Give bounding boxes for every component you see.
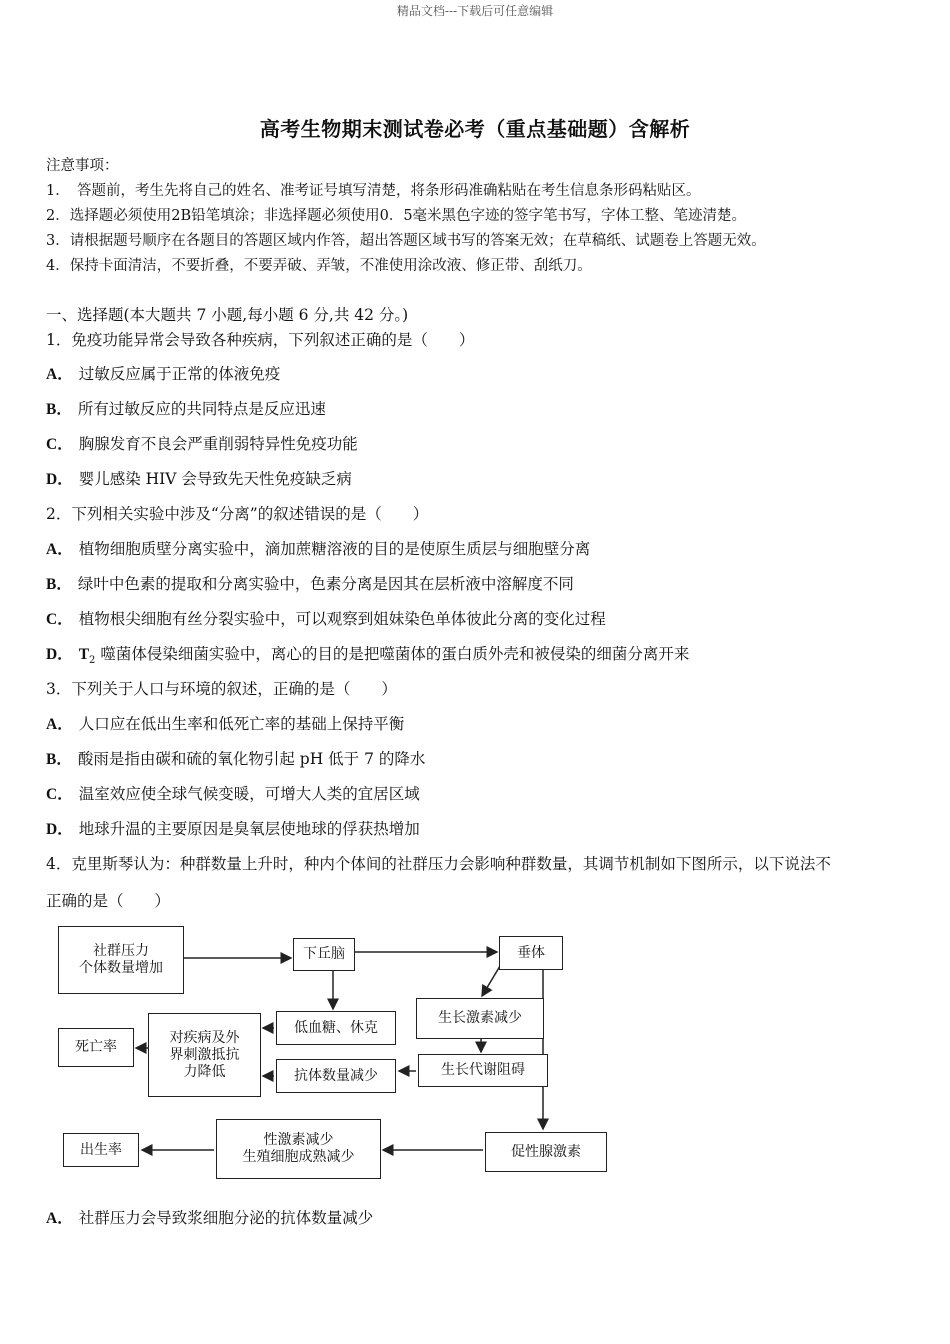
notice-item: 4．保持卡面清洁，不要折叠，不要弄破、弄皱，不准使用涂改液、修正带、刮纸刀。	[46, 258, 592, 274]
regulation-flow-diagram	[50, 918, 620, 1188]
hypothalamus-box: 下丘脑	[293, 938, 355, 971]
q1-option-c: C． 胸腺发育不良会严重削弱特异性免疫功能	[46, 435, 358, 453]
gonadotropin-box: 促性腺激素	[485, 1132, 607, 1172]
page-title: 高考生物期末测试卷必考（重点基础题）含解析	[259, 117, 691, 141]
arrow	[482, 966, 500, 996]
antibody-decrease-box: 抗体数量减少	[276, 1059, 396, 1093]
resistance-decrease-box: 对疾病及外 界刺激抵抗 力降低	[148, 1013, 261, 1097]
q1-option-d: D． 婴儿感染 HIV 会导致先天性免疫缺乏病	[46, 470, 352, 488]
sex-hormone-box: 性激素减少 生殖细胞成熟减少	[216, 1119, 381, 1179]
hypoglycemia-box: 低血糖、休克	[276, 1011, 396, 1045]
notice-item: 3．请根据题号顺序在各题目的答题区域内作答，超出答题区域书写的答案无效；在草稿纸、试题卷上答题无效。	[46, 233, 766, 249]
social-pressure-box: 社群压力 个体数量增加	[58, 926, 184, 994]
question-3-stem: 3．下列关于人口与环境的叙述，正确的是（ ）	[46, 680, 397, 698]
q3-option-a: A． 人口应在低出生率和低死亡率的基础上保持平衡	[46, 715, 405, 733]
question-2-stem: 2．下列相关实验中涉及“分离”的叙述错误的是（ ）	[46, 505, 429, 523]
birth-rate-box: 出生率	[63, 1133, 139, 1167]
q3-option-d: D． 地球升温的主要原因是臭氧层使地球的俘获热增加	[46, 820, 420, 838]
growth-hormone-box: 生长激素减少	[416, 998, 544, 1039]
q2-option-a: A． 植物细胞质壁分离实验中，滴加蔗糖溶液的目的是使原生质层与细胞壁分离	[46, 540, 591, 558]
question-4-stem-line2: 正确的是（ ）	[46, 892, 171, 910]
page-header: 精品文档---下载后可任意编辑	[396, 4, 554, 18]
q4-option-a: A． 社群压力会导致浆细胞分泌的抗体数量减少	[46, 1209, 374, 1227]
q3-option-c: C． 温室效应使全球气候变暖，可增大人类的宜居区域	[46, 785, 420, 803]
question-1-stem: 1．免疫功能异常会导致各种疾病，下列叙述正确的是（ ）	[46, 331, 475, 349]
section-heading: 一、选择题(本大题共 7 小题,每小题 6 分,共 42 分。)	[46, 306, 409, 324]
question-4-stem-line1: 4．克里斯琴认为：种群数量上升时，种内个体间的社群压力会影响种群数量，其调节机制如下图所示，以下说法不	[46, 855, 831, 873]
q3-option-b: B． 酸雨是指由碳和硫的氧化物引起 pH 低于 7 的降水	[46, 750, 426, 768]
q2-option-b: B． 绿叶中色素的提取和分离实验中，色素分离是因其在层析液中溶解度不同	[46, 575, 574, 593]
q1-option-b: B． 所有过敏反应的共同特点是反应迅速	[46, 400, 326, 418]
q2-option-c: C． 植物根尖细胞有丝分裂实验中，可以观察到姐妹染色单体彼此分离的变化过程	[46, 610, 606, 628]
growth-metabolism-box: 生长代谢阻碍	[418, 1054, 548, 1087]
death-rate-box: 死亡率	[58, 1028, 134, 1067]
notice-heading: 注意事项：	[46, 158, 119, 174]
q1-option-a: A． 过敏反应属于正常的体液免疫	[46, 365, 281, 383]
notice-item: 1． 答题前，考生先将自己的姓名、准考证号填写清楚，将条形码准确粘贴在考生信息条形码粘贴区。	[46, 183, 701, 199]
notice-item: 2．选择题必须使用2B铅笔填涂；非选择题必须使用0．5毫米黑色字迹的签字笔书写，字体工整、笔迹清楚。	[46, 208, 747, 224]
q2-option-d: D． $T_2$ 噬菌体侵染细菌实验中，离心的目的是把噬菌体的蛋白质外壳和被侵染的细菌分离开来	[46, 645, 690, 667]
pituitary-box: 垂体	[499, 936, 563, 970]
